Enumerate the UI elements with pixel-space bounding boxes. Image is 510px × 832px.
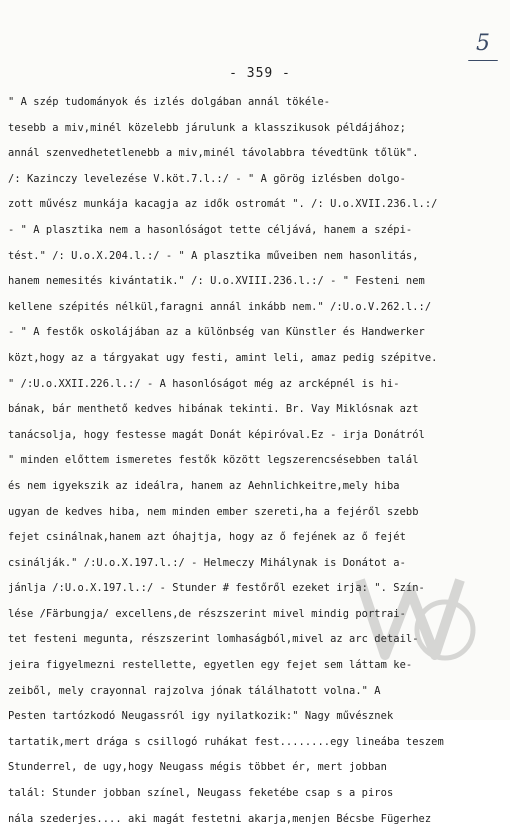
text-line: " /:U.o.XXII.226.l.:/ - A hasonlóságot még az arcképnél is hi- [8, 377, 400, 390]
text-line: bának, bár menthető kedves hibának tekinti. Br. Vay Miklósnak azt [8, 403, 419, 416]
page-number: - 359 - [229, 66, 291, 81]
text-line: /: Kazinczy levelezése V.köt.7.l.:/ - " A görög izlésben dolgo- [8, 172, 406, 185]
text-line: zeiből, mely crayonnal rajzolva jónak tálálhatott volna." A [8, 684, 381, 697]
text-line: tanácsolja, hogy festesse magát Donát képiróval.Ez - irja Donátról [8, 428, 425, 441]
text-line: fejet csinálnak,hanem azt óhajtja, hogy az ő fejének az ő fejét [8, 531, 406, 544]
text-line: - " A plasztika nem a hasonlóságot tette céljává, hanem a szépi- [8, 223, 413, 236]
text-line: tesebb a miv,minél közelebb járulunk a klasszikusok példájához; [8, 121, 406, 134]
text-line: csinálják." /:U.o.X.197.l.:/ - Helmeczy Mihálynak is Donátot a- [8, 556, 406, 569]
text-line: Stunderrel, de ugy,hogy Neugass mégis többet ér, mert jobban [8, 761, 387, 774]
text-line: ugyan de kedves hiba, nem minden ember szereti,ha a fejéről szebb [8, 505, 419, 518]
text-line: tést." /: U.o.X.204.l.:/ - " A plasztika műveiben nem hasonlitás, [8, 249, 419, 262]
text-line: tartatik,mert drága s csillogó ruhákat fest........egy lineába teszem [8, 735, 444, 748]
handwritten-page-number: 5 [466, 30, 500, 58]
text-line: hanem nemesités kivántatik." /: U.o.XVIII.236.l.:/ - " Festeni nem [8, 275, 425, 288]
text-line: " minden előttem ismeretes festők között legszerencsésebben talál [8, 454, 419, 467]
text-line: kellene szépités nélkül,faragni annál inkább nem." /:U.o.V.262.l.:/ [8, 300, 432, 313]
text-line: jánlja /:U.o.X.197.l.:/ - Stunder # festőről ezeket irja: ". Szín- [8, 582, 425, 595]
text-line: jeira figyelmezni restellette, egyetlen egy fejet sem láttam ke- [8, 659, 413, 672]
text-line: Pesten tartózkodó Neugassról igy nyilatkozik:" Nagy művésznek [8, 710, 394, 723]
text-line: lése /Färbungja/ excellens,de részszerint mivel mindig portrai- [8, 607, 406, 620]
text-line: közt,hogy az a tárgyakat ugy festi, amint leli, amaz pedig szépitve. [8, 351, 438, 364]
text-line: talál: Stunder jobban színel, Neugass feketébe csap s a piros [8, 787, 394, 800]
text-line: nála szederjes.... aki magát festetni akarja,menjen Bécsbe Fügerhez [8, 812, 432, 825]
text-line: zott művész munkája kacagja az idők ostromát ". /: U.o.XVII.236.l.:/ [8, 198, 438, 211]
body-text [8, 90, 494, 832]
text-line: tet festeni megunta, részszerint lomhaságból,mivel az arc detail- [8, 633, 419, 646]
text-line: " A szép tudományok és izlés dolgában annál tökéle- [8, 96, 331, 108]
text-line: és nem igyekszik az ideálra, hanem az Aehnlichkeitre,mely hiba [8, 479, 400, 492]
text-line: - " A festők oskolájában az a különbség van Künstler és Handwerker [8, 326, 425, 339]
text-line: annál szenvedhetetlenebb a miv,minél távolabbra tévedtünk tőlük". [8, 147, 419, 160]
